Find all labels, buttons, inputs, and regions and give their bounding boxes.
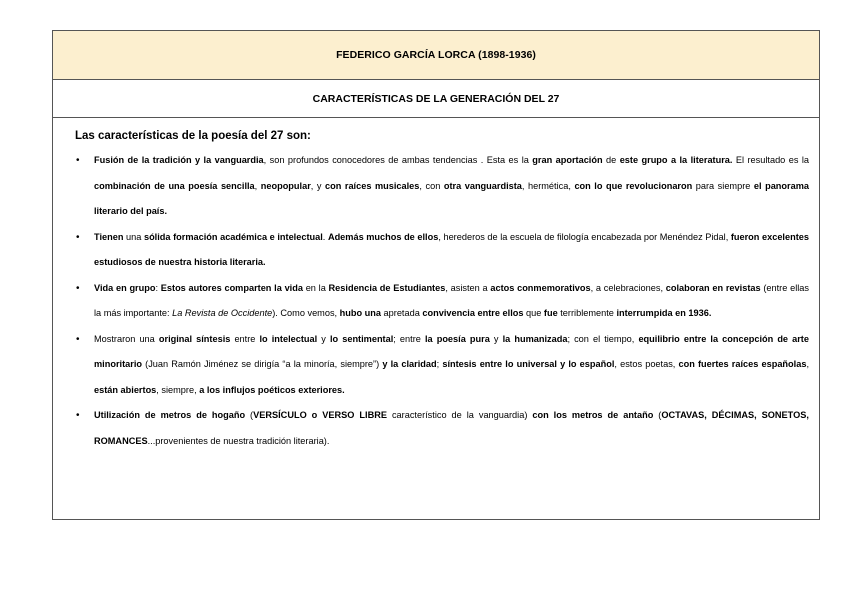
list-item-text — [94, 232, 809, 268]
bold-text: Residencia de Estudiantes — [328, 282, 446, 293]
list-item-text — [94, 283, 809, 319]
bold-text: colaboran en revistas — [665, 282, 761, 293]
list-item — [75, 403, 809, 454]
body-text: ; — [436, 359, 443, 369]
bold-text: convivencia entre ellos — [422, 308, 524, 318]
body-text: y — [317, 333, 330, 344]
body-text: y — [489, 333, 503, 344]
body-text: ...provenientes de nuestra tradición literaria). — [147, 435, 330, 446]
bold-text: síntesis entre lo universal y lo español — [442, 359, 615, 369]
bold-text: hubo una — [339, 308, 381, 318]
body-text: apretada — [380, 308, 423, 318]
bold-text: combinación de una poesía sencilla — [94, 180, 255, 191]
body-text: ; entre — [393, 333, 425, 344]
body-text: , asisten a — [445, 282, 491, 293]
body-text: característico de la vanguardia) — [386, 410, 533, 420]
bold-text: Fusión de la tradición y la vanguardia — [94, 155, 264, 165]
body-text: , — [254, 180, 261, 191]
bold-text: otra vanguardista — [443, 180, 522, 191]
body-text: para siempre — [692, 180, 754, 191]
body-text: , — [806, 359, 809, 369]
title-row — [53, 31, 819, 80]
bold-text: fue — [543, 308, 558, 318]
body-text: una — [123, 231, 144, 242]
body-text: , estos poetas, — [614, 359, 679, 369]
characteristics-list — [75, 148, 809, 454]
bold-text: Además muchos de ellos — [327, 231, 439, 242]
body-text: (entre ellas la más importante: — [94, 282, 809, 318]
section-title: CARACTERÍSTICAS DE LA GENERACIÓN DEL 27 — [312, 92, 560, 105]
bold-text: sólida formación académica e intelectual — [143, 231, 323, 242]
bold-text: están abiertos — [94, 384, 157, 395]
body-text: ( — [245, 410, 254, 420]
bold-text: Utilización de metros de hogaño — [94, 410, 246, 420]
subtitle-row — [53, 80, 819, 118]
bold-text: con lo que revolucionaron — [574, 180, 693, 191]
bullet-icon: • — [76, 282, 80, 294]
bullet-icon: • — [76, 333, 80, 345]
bold-text: original síntesis — [158, 333, 231, 344]
bold-text: interrumpida en 1936. — [616, 308, 712, 318]
body-text: que — [523, 308, 544, 318]
bold-text: VERSÍCULO o VERSO LIBRE — [253, 410, 387, 420]
list-item-text — [94, 410, 809, 446]
bold-text: lo intelectual — [259, 333, 318, 344]
bold-text: con raíces musicales — [325, 180, 420, 191]
list-item — [75, 225, 809, 276]
document-table — [52, 30, 820, 520]
bold-text: Tienen — [94, 231, 124, 242]
bold-text: a los influjos poéticos exteriores. — [199, 384, 345, 395]
bold-text: lo sentimental — [329, 333, 394, 344]
bullet-icon: • — [76, 410, 80, 421]
body-text: , a celebraciones, — [590, 282, 666, 293]
body-text: entre — [230, 333, 260, 344]
bold-text: la poesía pura — [424, 333, 490, 344]
body-text: de — [602, 155, 620, 165]
italic-text: La Revista de Occidente — [172, 308, 273, 318]
list-item-text — [94, 155, 809, 216]
body-text: ; con el tiempo, — [567, 333, 639, 344]
bold-text: este grupo a la literatura. — [619, 155, 733, 165]
bold-text: fueron excelentes estudiosos de nuestra historia literaria. — [94, 231, 809, 267]
content-area — [53, 118, 819, 454]
body-text: , son profundos conocedores de ambas tendencias . Esta es la — [263, 155, 533, 165]
list-item-text — [94, 334, 809, 395]
body-text: , herederos de la escuela de filología encabezada por Menéndez Pidal, — [438, 231, 731, 242]
bullet-icon: • — [76, 231, 80, 243]
body-text: en la — [302, 282, 329, 293]
body-text: Mostraron una — [94, 333, 159, 344]
body-text: terriblemente — [557, 308, 617, 318]
bold-text: equilibrio entre la concepción de arte minoritario — [94, 333, 809, 369]
bold-text: Estos autores comparten la vida — [160, 282, 303, 293]
bold-text: y la claridad — [382, 359, 437, 369]
list-item — [75, 327, 809, 404]
body-text: , con — [419, 180, 444, 191]
bold-text: actos conmemorativos — [490, 282, 591, 293]
body-text: . — [322, 231, 328, 242]
intro-heading: Las características de la poesía del 27 son: — [75, 130, 311, 142]
body-text: ). Como vemos, — [272, 308, 340, 318]
body-text: : — [155, 282, 161, 293]
bold-text: OCTAVAS, DÉCIMAS, SONETOS, ROMANCES — [94, 410, 809, 446]
body-text: ( — [653, 410, 662, 420]
bold-text: con fuertes raíces españolas — [678, 359, 807, 369]
document-title: FEDERICO GARCÍA LORCA (1898-1936) — [336, 49, 536, 61]
body-text: El resultado es la — [732, 155, 810, 165]
bullet-icon: • — [76, 155, 80, 166]
body-text: , siempre, — [156, 384, 200, 395]
bold-text: gran aportación — [532, 155, 603, 165]
body-text: , y — [310, 180, 325, 191]
bold-text: Vida en grupo — [94, 282, 156, 293]
bold-text: neopopular — [260, 180, 311, 191]
list-item — [75, 148, 809, 225]
bold-text: la humanizada — [502, 333, 568, 344]
bold-text: con los metros de antaño — [532, 410, 654, 420]
bold-text: el panorama literario del país. — [94, 180, 809, 216]
body-text: (Juan Ramón Jiménez se dirigía “a la minoría, siempre”) — [141, 359, 383, 369]
body-text: , hermética, — [521, 180, 575, 191]
list-item — [75, 276, 809, 327]
